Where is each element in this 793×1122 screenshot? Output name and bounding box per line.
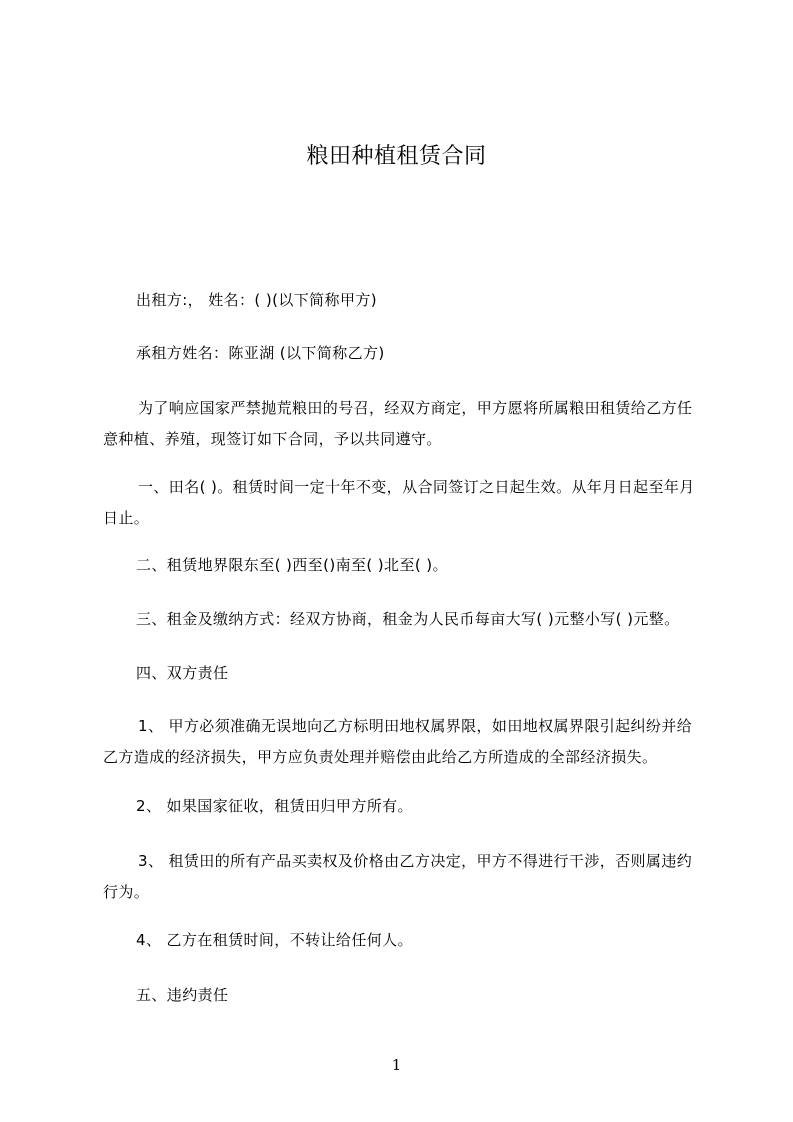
lessee-line: 承租方姓名：陈亚湖 (以下简称乙方): [136, 344, 385, 362]
responsibility-item-4: 4、 乙方在租赁时间，不转让给任何人。: [136, 931, 413, 949]
lessor-line: 出租方:， 姓名：( )(以下简称甲方): [136, 291, 377, 309]
clause-4-heading: 四、双方责任: [136, 664, 229, 682]
clause-5-heading: 五、违约责任: [136, 986, 229, 1004]
document-title: 粮田种植租赁合同: [306, 144, 487, 169]
clause-3-paragraph: 三、租金及缴纳方式：经双方协商，租金为人民币每亩大写( )元整小写( )元整。: [136, 610, 680, 628]
preamble-paragraph: 为了响应国家严禁抛荒粮田的号召，经双方商定，甲方愿将所属粮田租赁给乙方任意种植、养殖，现签订如下合同，予以共同遵守。: [103, 399, 693, 448]
page-number: 1: [391, 1056, 402, 1074]
responsibility-item-2: 2、 如果国家征收，租赁田归甲方所有。: [136, 797, 413, 815]
clause-2-paragraph: 二、租赁地界限东至( )西至()南至( )北至( )。: [136, 556, 448, 574]
clause-1-paragraph: 一、田名( )。租赁时间一定十年不变，从合同签订之日起生效。从年月日起至年月日止。: [103, 478, 695, 527]
responsibility-item-3: 3、 租赁田的所有产品买卖权及价格由乙方决定，甲方不得进行干涉，否则属违约行为。: [103, 852, 693, 901]
responsibility-item-1: 1、 甲方必须准确无误地向乙方标明田地权属界限，如田地权属界限引起纠纷并给乙方造成的经济损失，甲方应负责处理并赔偿由此给乙方所造成的全部经济损失。: [103, 717, 693, 766]
